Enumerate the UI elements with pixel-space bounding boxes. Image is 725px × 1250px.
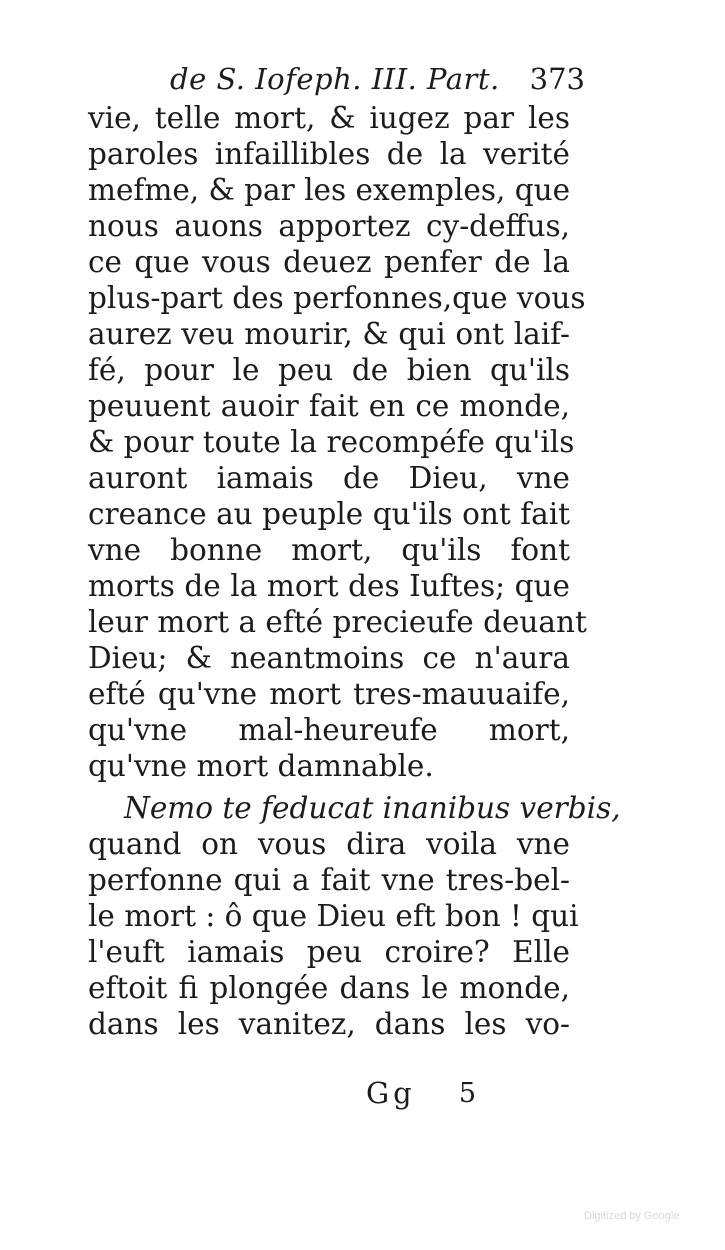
sheet-number: 5: [458, 1078, 476, 1109]
text-line: le mort : ô que Dieu eft bon ! qui: [88, 899, 579, 933]
text-line: Dieu; & neantmoins ce n'aura: [88, 641, 570, 675]
text-line: l'euft iamais peu croire? Elle: [88, 935, 570, 969]
text-line: peuuent auoir fait en ce monde,: [88, 389, 570, 423]
text-line: fé, pour le peu de bien qu'ils: [88, 353, 570, 387]
digitizer-watermark: Digitized by Google: [584, 1210, 680, 1222]
running-title: de S. Iofeph. III. Part.: [170, 62, 500, 96]
page-number: 373: [529, 62, 585, 96]
text-line: ce que vous deuez penfer de la: [88, 245, 570, 279]
text-line-italic-quote: [124, 790, 621, 826]
text-line: plus-part des perfonnes,que vous: [88, 281, 586, 315]
text-line: & pour toute la recompéfe qu'ils: [88, 425, 575, 459]
text-line: qu'vne mal-heureufe mort,: [88, 713, 570, 747]
text-line: qu'vne mort damnable.: [88, 749, 434, 783]
text-line: perfonne qui a fait vne tres-bel-: [88, 863, 570, 897]
signature-mark: Gg: [366, 1076, 416, 1110]
text-line: leur mort a efté precieufe deuant: [88, 605, 587, 639]
text-line: aurez veu mourir, & qui ont laif-: [88, 317, 570, 351]
text-line: nous auons apportez cy-deffus,: [88, 209, 570, 243]
latin-quote: Nemo te feducat inanibus verbis,: [124, 791, 621, 825]
text-line: efté qu'vne mort tres-mauuaife,: [88, 677, 570, 711]
text-line: quand on vous dira voila vne: [88, 827, 570, 861]
text-line: creance au peuple qu'ils ont fait: [88, 497, 570, 531]
text-line: eftoit fi plongée dans le monde,: [88, 971, 570, 1005]
text-line: vne bonne mort, qu'ils font: [88, 533, 570, 567]
text-line: paroles infaillibles de la verité: [88, 137, 570, 171]
page-footer: [366, 1076, 476, 1116]
text-line: vie, telle mort, & iugez par les: [88, 101, 570, 135]
text-line: auront iamais de Dieu, vne: [88, 461, 570, 495]
text-line: dans les vanitez, dans les vo-: [88, 1007, 570, 1041]
text-line: morts de la mort des Iuftes; que: [88, 569, 570, 603]
text-line: mefme, & par les exemples, que: [88, 173, 571, 207]
